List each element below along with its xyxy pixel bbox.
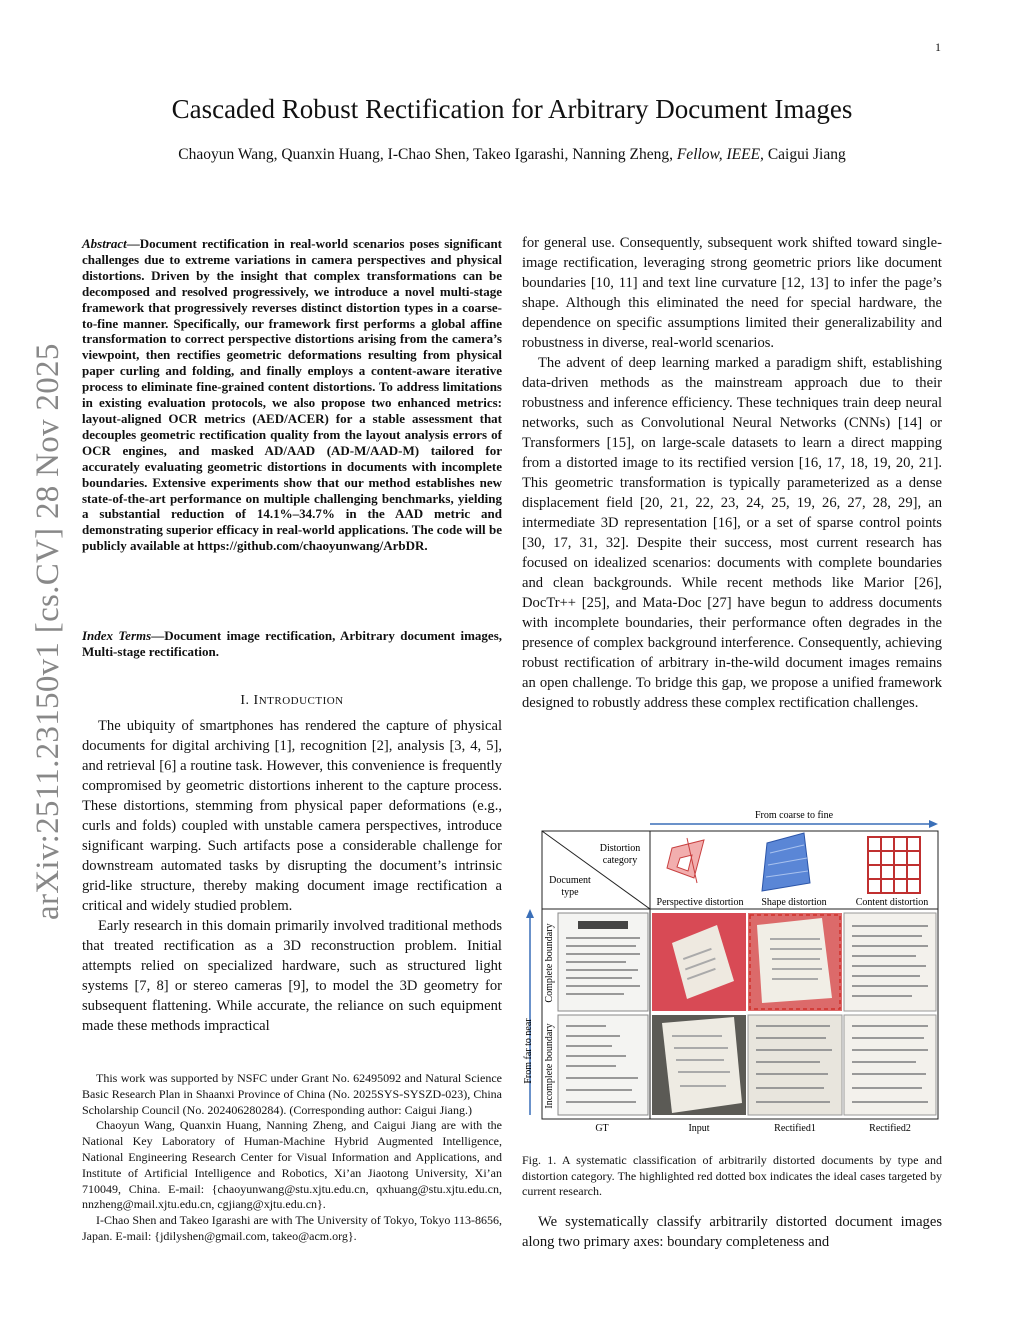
bottom-label: Input <box>688 1123 710 1134</box>
footnote: This work was supported by NSFC under Grant No. 62495092 and Natural Science Basic Research Plan in Shaanxi Province of China (No. 2025SYS-SYSZD-023), China Scholarship Council (No. 202406280284). (Corresponding author: Caigui Jiang.) <box>82 1071 502 1117</box>
authors-main: Chaoyun Wang, Quanxin Huang, I-Chao Shen, Takeo Igarashi, Nanning Zheng, <box>178 146 673 163</box>
paragraph: The advent of deep learning marked a paradigm shift, establishing data-driven methods as the mainstream approach due to their robustness and inference efficiency. These techniques train deep neural networks, such as Convolutional Neural Networks (CNNs) [14] or Transformers [15], on large-scale datasets to learn a direct mapping from a distorted image to its rectified version [16, 17, 18, 19, 20, 21]. This geometric transformation is typically parameterized as a dense displacement field [20, 21, 22, 23, 24, 25, 19, 26, 27, 28, 29], an intermediate 3D representation [16], or a set of sparse control points [30, 17, 31, 32]. Despite their success, most current research has focused on idealized scenarios: documents with complete boundaries and clean backgrounds. While recent methods like Marior [26], DocTr++ [25], and Mata-Doc [27] have begun to address documents with incomplete boundaries, their performance often degrades in the presence of complex background interference. Consequently, achieving robust rectification of arbitrary in-the-wild document images remains an open challenge. To bridge this gap, we propose a unified framework designed to robustly address these complex rectification challenges. <box>522 355 942 711</box>
footnote: I-Chao Shen and Takeo Igarashi are with The University of Tokyo, Tokyo 113-8656, Japan. E-mail: {jdilyshen@gmail.com, takeo@acm.org}. <box>82 1213 502 1243</box>
content-icon <box>868 837 920 893</box>
header-distortion: Distortion category <box>599 843 641 866</box>
bottom-label: Rectified2 <box>869 1123 911 1134</box>
perspective-icon <box>667 838 704 883</box>
figure-1 <box>522 803 942 1138</box>
footnote: Chaoyun Wang, Quanxin Huang, Nanning Zheng, and Caigui Jiang are with the National Key Laboratory of Human-Machine Hybrid Augmented Intelligence, National Engineering Research Center for Visual Information and Applications, and Institute of Artificial Intelligence and Robotics, Xi’an Jiaotong University, Xi’an 710049, China. E-mail: {chaoyunwang@stu.xjtu.edu.cn, qxhuang@stu.xjtu.edu.cn, nnzheng@mail.xjtu.edu.cn, cgjiang@xjtu.edu.cn}. <box>82 1118 502 1212</box>
right-column-continuation <box>522 1212 942 1252</box>
rectified2-image-complete <box>844 913 936 1011</box>
input-image-complete <box>652 913 746 1011</box>
shape-icon <box>762 833 810 891</box>
paper-title: Cascaded Robust Rectification for Arbitrary Document Images <box>171 94 853 124</box>
row-label: Incomplete boundary <box>544 1023 555 1109</box>
abstract <box>82 236 502 554</box>
section-heading: I. INTRODUCTION <box>240 693 344 708</box>
column-label: Perspective distortion <box>656 897 744 908</box>
paragraph: We systematically classify arbitrarily distorted document images along two primary axes: boundary completeness and <box>522 1214 942 1250</box>
index-label: Index Terms <box>82 628 152 643</box>
side-arrow-head <box>526 909 534 918</box>
paragraph: Early research in this domain primarily involved traditional methods that treated rectification as a 3D reconstruction problem. Initial attempts relied on specialized hardware, such as structured light systems [7, 8] or stereo cameras [9], to model the 3D geometry for subsequent flattening. While accurate, the reliance on such equipment made these methods impractical <box>82 918 502 1034</box>
authors-last: Caigui Jiang <box>767 146 846 163</box>
page-number: 1 <box>935 40 941 54</box>
right-column-body <box>522 233 942 713</box>
row-label: Complete boundary <box>544 923 555 1003</box>
paragraph: The ubiquity of smartphones has rendered the capture of physical documents for digital archiving [1], recognition [2], analysis [3, 4, 5], and retrieval [6] a routine task. However, this convenience is frequently compromised by geometric distortions inherent to the capture process. These distortions, stemming from physical paper deformations (e.g., curls and folds) coupled with unstable camera perspectives, introduce significant warping. Such artifacts pose a considerable challenge for downstream automated tasks by disrupting the document’s intrinsic grid-like structure, thereby making document image rectification a critical and widely studied problem. <box>82 718 502 914</box>
figure-caption: Fig. 1. A systematic classification of arbitrarily distorted documents by type and distortion category. The highlighted red dotted box indicates the ideal cases targeted by current research. <box>522 1153 942 1198</box>
gt-image-incomplete <box>558 1015 648 1115</box>
bottom-label: Rectified1 <box>774 1123 816 1134</box>
column-label: Content distortion <box>855 897 929 908</box>
abstract-label: Abstract <box>82 236 127 251</box>
rectified2-image-incomplete <box>844 1015 936 1115</box>
index-text: —Document image rectification, Arbitrary document images, Multi-stage rectification. <box>82 628 503 659</box>
side-arrow-label: From far to near <box>523 1018 534 1084</box>
index-terms <box>82 628 502 660</box>
top-arrow-head <box>929 820 938 828</box>
rectified1-image-complete <box>748 913 842 1011</box>
paragraph: for general use. Consequently, subsequent work shifted toward single-image rectification, leveraging strong geometric priors like document boundaries [10, 11] and text line curvature [12, 13] to infer the page’s shape. Although this eliminated the need for special hardware, the dependence on specific assumptions limited their generalizability and robustness in diverse, real-world scenarios. <box>522 235 942 351</box>
header-document: Document type <box>549 875 591 898</box>
authors-fellow: Fellow, IEEE, <box>676 146 764 163</box>
author-list <box>0 146 1024 164</box>
top-arrow-label: From coarse to fine <box>754 810 834 821</box>
rectified1-image-incomplete <box>748 1015 842 1115</box>
arxiv-watermark: arXiv:2511.23150v1 [cs.CV] 28 Nov 2025 <box>30 343 66 920</box>
column-label: Shape distortion <box>761 897 827 908</box>
left-column-body <box>82 716 502 1036</box>
bottom-label: GT <box>595 1123 609 1134</box>
input-image-incomplete <box>652 1015 746 1115</box>
abstract-text: —Document rectification in real-world scenarios poses significant challenges due to extreme variations in camera perspectives and physical distortions. Driven by the insight that complex transformations can be decomposed and resolved progressively, we introduce a novel multi-stage framework that progressively reverses distinct distortion types in a coarse-to-fine manner. Specifically, our framework first performs a global affine transformation to correct perspective distortions arising from the camera’s viewpoint, then rectifies geometric deformations resulting from physical paper curling and folding, and finally employs a content-aware iterative process to eliminate fine-grained content distortions. To address limitations in existing evaluation protocols, we also propose two enhanced metrics: layout-aligned OCR metrics (AED/ACER) for a stable assessment that decouples geometric rectification quality from the layout analysis errors of OCR engines, and masked AD/AAD (AD-M/AAD-M) tailored for accurately evaluating geometric distortions in documents with incomplete boundaries. Extensive experiments show that our method establishes new state-of-the-art performance on multiple challenging benchmarks, yielding a substantial reduction of 14.1%–34.7% in the AAD metric and demonstrating superior efficacy in real-world applications. The code will be publicly available at https://github.com/chaoyunwang/ArbDR. <box>82 236 502 554</box>
gt-image-complete <box>558 913 648 1011</box>
footnotes <box>82 1071 502 1245</box>
